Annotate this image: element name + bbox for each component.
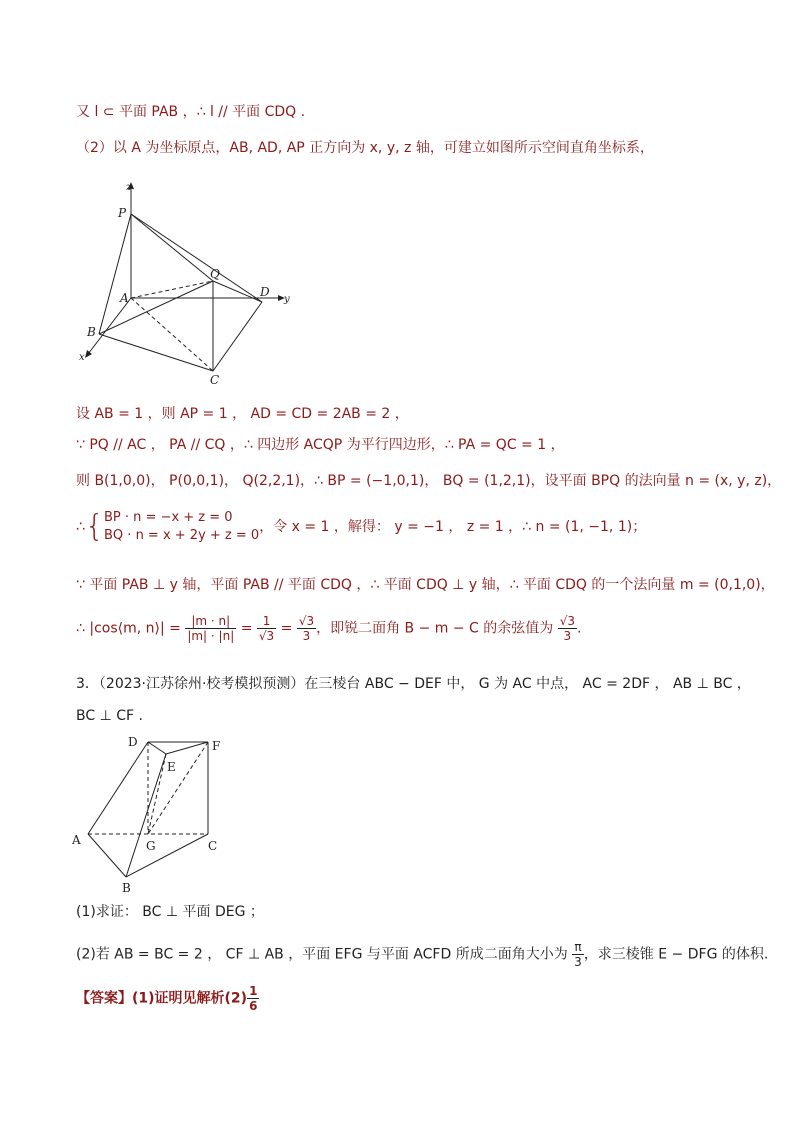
label-E2: E: [167, 760, 176, 774]
question-3-part-1: (1)求证： BC ⊥ 平面 DEG ；: [76, 904, 264, 920]
answer-line: [76, 984, 259, 1013]
text-line-6: ∴{ BP · n = −x + z = 0 BQ · n = x + 2y + z = 0 ，令 x = 1 ，解得： y = −1 ， z = 1 ，∴ n = (1, −1, 1)；: [76, 509, 647, 544]
label-z: z: [126, 182, 132, 193]
label-B2: B: [122, 881, 131, 895]
fraction-one-over-root3: $\frac{1}{√3}$: [258, 614, 275, 643]
label-D: D: [260, 285, 270, 299]
label-D2: D: [128, 735, 138, 749]
label-F2: F: [212, 739, 221, 753]
text-line-1: 又 l ⊂ 平面 PAB ，∴ l // 平面 CDQ .: [76, 104, 306, 120]
label-x: x: [79, 352, 85, 363]
answer-text: (1)证明见解析(2): [132, 990, 248, 1007]
fraction-answer-cos: $\frac{√3}{3}$: [559, 614, 576, 643]
label-A: A: [120, 291, 129, 305]
label-P: P: [118, 206, 127, 220]
figure-frustum: [66, 732, 236, 897]
fraction-one-sixth: $\frac{1}{6}$: [249, 984, 258, 1013]
label-A2: A: [72, 833, 81, 847]
text-line-8: ∴ |cos⟨m, n⟩| = $\frac{|m \cdot n|}{|m| \cdot |n|}$ = $\frac{1}{√3}$ = $\frac{√3}{3}$ ，即锐二面角 B − m − C 的余弦值为 $\frac{√3}{3}$ .: [76, 614, 582, 643]
label-B: B: [87, 325, 96, 339]
question-3-stem-cont: BC ⊥ CF .: [76, 708, 143, 724]
text-line-5: 则 B(1,0,0)， P(0,0,1)， Q(2,2,1)，∴ BP = (−1,0,1)， BQ = (1,2,1)，设平面 BPQ 的法向量 n = (x, y, z)，: [76, 473, 782, 489]
conclusion-text: ，即锐二面角 B − m − C 的余弦值为: [316, 620, 558, 637]
text-line-2: （2）以 A 为坐标原点，AB, AD, AP 正方向为 x, y, z 轴，可建立如图所示空间直角坐标系，: [76, 140, 654, 156]
equation-2: BQ · n = x + 2y + z = 0: [104, 528, 260, 543]
label-C2: C: [208, 839, 218, 853]
text-line-7: ∵ 平面 PAB ⊥ y 轴，平面 PAB // 平面 CDQ ，∴ 平面 CDQ ⊥ y 轴，∴ 平面 CDQ 的一个法向量 m = (0,1,0)，: [76, 577, 775, 593]
answer-label: 【答案】: [76, 990, 132, 1007]
fraction-root3-over-3: $\frac{√3}{3}$: [298, 614, 315, 643]
equation-system: [104, 509, 259, 545]
fraction-pi-over-3: $\frac{\pi}{3}$: [574, 940, 582, 969]
equation-solution: ，令 x = 1 ，解得： y = −1 ， z = 1 ，∴ n = (1, −1, 1)；: [259, 519, 647, 535]
fraction-dot-over-norms: $\frac{|m \cdot n|}{|m| \cdot |n|}$: [187, 614, 235, 643]
label-y: y: [284, 294, 290, 305]
figure-coordinate-pyramid: [76, 176, 316, 391]
text-line-4: ∵ PQ // AC ， PA // CQ ，∴ 四边形 ACQP 为平行四边形，∴ PA = QC = 1 ，: [76, 437, 565, 453]
cos-expression: ∴ |cos⟨m, n⟩| =: [76, 620, 186, 637]
text-line-3: 设 AB = 1 ，则 AP = 1 ， AD = CD = 2AB = 2 ，: [76, 406, 409, 422]
label-Q: Q: [210, 267, 220, 281]
question-3-stem: 3．（2023·江苏徐州·校考模拟预测）在三棱台 ABC − DEF 中， G 为 AC 中点， AC = 2DF ， AB ⊥ BC ，: [76, 676, 751, 692]
label-C: C: [210, 373, 220, 387]
label-G2: G: [146, 839, 156, 853]
question-3-part-2: (2)若 AB = BC = 2 ， CF ⊥ AB ，平面 EFG 与平面 ACFD 所成二面角大小为 $\frac{\pi}{3}$ ，求三棱锥 E − DFG 的体积.: [76, 940, 769, 969]
equation-1: BP · n = −x + z = 0: [104, 510, 233, 525]
